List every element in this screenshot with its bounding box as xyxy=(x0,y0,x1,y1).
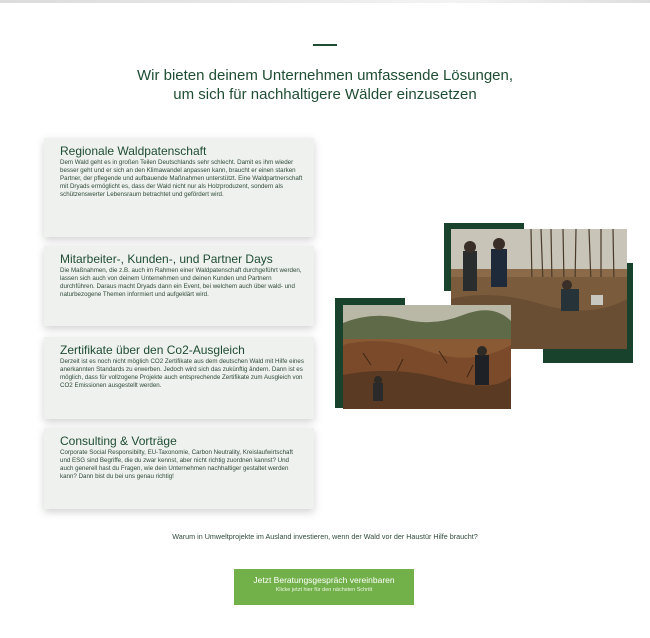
cta-sub-label: Klicke jetzt hier für den nächsten Schritt xyxy=(275,587,373,593)
call-to-action-question: Warum in Umweltprojekte im Ausland investieren, wenn der Wald vor der Haustür Hilfe braucht? xyxy=(172,532,478,541)
card-text: Die Maßnahmen, die z.B. auch im Rahmen einer Waldpatenschaft durchgeführt werden, lassen sich auch von deinem Unternehmen und deinen Kunden und Partnern durchführen. Daraus macht Dryads dann ein Event, bei welchem auch über wald- und naturbezogene Themen informiert und aufgeklärt wird. xyxy=(60,267,302,298)
service-card-consulting xyxy=(44,428,314,509)
card-title: Mitarbeiter-, Kunden-, und Partner Days xyxy=(60,252,273,266)
card-title: Regionale Waldpatenschaft xyxy=(60,144,207,158)
cta-main-label: Jetzt Beratungsgespräch vereinbaren xyxy=(253,575,395,585)
service-card-co2-zertifikate xyxy=(44,337,314,419)
service-card-waldpatenschaft xyxy=(44,138,314,237)
forest-work-photo-bottom xyxy=(343,305,511,409)
heading-line-2: um sich für nachhaltigere Wälder einzusetzen xyxy=(173,86,477,103)
heading-line-1: Wir bieten deinem Unternehmen umfassende Lösungen, xyxy=(136,67,514,84)
top-strip xyxy=(0,0,650,3)
card-title: Consulting & Vorträge xyxy=(60,434,177,448)
card-text: Corporate Social Responsibilty, EU-Taxonomie, Carbon Neutrality, Kreislaufwirtschaft und ESG sind Begriffe, die du zwar kennst, aber nicht richtig zuordnen kannst? Und auch generell hast du Fragen, wie dein Unternehmen nachhaltiger gestaltet werden kann? Dann bist du bei uns genau richtig! xyxy=(60,449,293,480)
book-consultation-button[interactable] xyxy=(234,569,414,605)
heading-divider xyxy=(313,44,337,46)
photo-collage xyxy=(333,221,633,411)
card-text: Derzeit ist es noch nicht möglich CO2 Zertifikate aus dem deutschen Wald mit Hilfe eines anerkannten Standards zu erwerben. Jedoch wird sich das zukünftig ändern. Dann ist es möglich, dass für vollzogene Projekte auch entsprechende Zertifikate zum Ausgleich von CO2 Emissionen ausgestellt werden. xyxy=(60,358,304,389)
card-title: Zertifikate über den Co2-Ausgleich xyxy=(60,343,245,357)
service-card-partner-days xyxy=(44,246,314,326)
card-text: Dem Wald geht es in großen Teilen Deutschlands sehr schlecht. Damit es ihm wieder besser geht und er sich an den Klimawandel anpassen kann, braucht er einen starken Partner, der pflegende und aufbauende Maßnahmen unterstützt. Eine Waldpartnerschaft mit Dryads ermöglicht es, dass der Wald nicht nur als Holzproduzent, sondern als schützenswerter Lebensraum betrachtet und gefördert wird. xyxy=(60,159,303,198)
forest-photo-bottom-image xyxy=(343,305,511,409)
section-heading xyxy=(0,66,650,104)
